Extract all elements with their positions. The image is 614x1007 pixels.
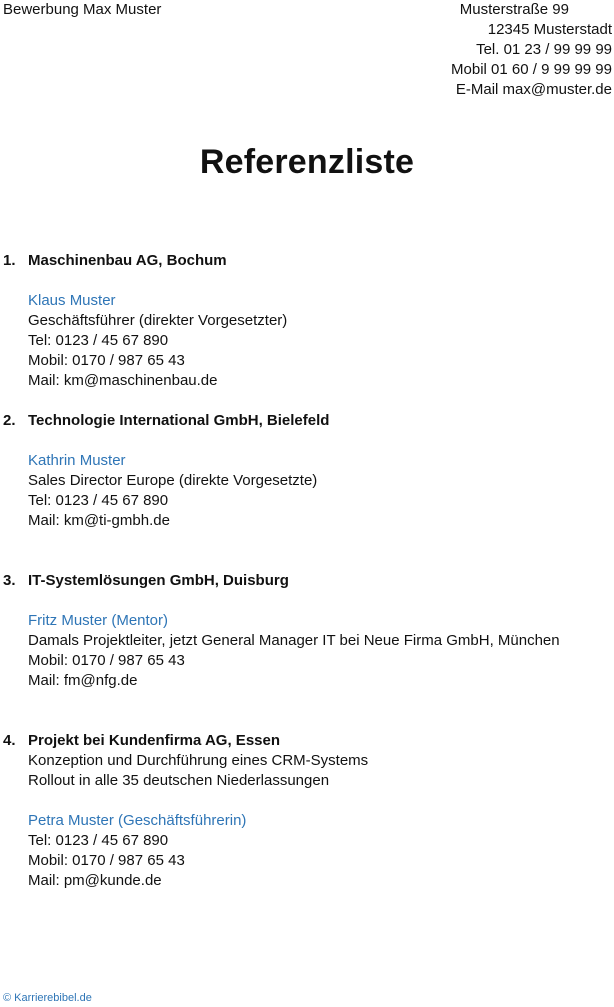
reference-role: Damals Projektleiter, jetzt General Manager IT bei Neue Firma GmbH, München (28, 632, 560, 649)
reference-contact-name: Klaus Muster (28, 292, 116, 309)
reference-tel: Tel: 0123 / 45 67 890 (28, 832, 169, 849)
applicant-header: Bewerbung Max Muster (3, 1, 162, 18)
contact-address-block (451, 0, 612, 100)
copyright-footer: © Karrierebibel.de (3, 992, 92, 1004)
reference-tel: Tel: 0123 / 45 67 890 (28, 332, 169, 349)
reference-mobile: Mobil: 0170 / 987 65 43 (28, 352, 185, 369)
reference-contact-name: Fritz Muster (Mentor) (28, 612, 169, 629)
reference-description: Rollout in alle 35 deutschen Niederlassungen (28, 772, 330, 789)
reference-role: Sales Director Europe (direkte Vorgesetzte) (28, 472, 318, 489)
reference-company: Maschinenbau AG, Bochum (28, 252, 227, 269)
reference-company: Technologie International GmbH, Bielefeld (28, 412, 330, 429)
reference-number: 4. (3, 732, 16, 749)
address-email: E-Mail max@muster.de (455, 81, 612, 98)
address-phone: Tel. 01 23 / 99 99 99 (476, 41, 612, 58)
spacer (28, 591, 608, 611)
page-title: Referenzliste (199, 143, 415, 181)
reference-mail: Mail: km@maschinenbau.de (28, 372, 218, 389)
reference-number: 1. (3, 252, 16, 269)
reference-mail: Mail: fm@nfg.de (28, 672, 138, 689)
address-street: Musterstraße 99 (459, 1, 569, 18)
reference-number: 3. (3, 572, 16, 589)
reference-number: 2. (3, 412, 16, 429)
address-mobile: Mobil 01 60 / 9 99 99 99 (451, 61, 612, 78)
reference-contact-name: Kathrin Muster (28, 452, 126, 469)
address-city: 12345 Musterstadt (487, 21, 612, 38)
reference-role: Geschäftsführer (direkter Vorgesetzter) (28, 312, 288, 329)
spacer (28, 431, 608, 451)
spacer (28, 791, 608, 811)
reference-mobile: Mobil: 0170 / 987 65 43 (28, 852, 185, 869)
reference-mail: Mail: km@ti-gmbh.de (28, 512, 170, 529)
reference-mobile: Mobil: 0170 / 987 65 43 (28, 652, 185, 669)
reference-company: IT-Systemlösungen GmbH, Duisburg (28, 572, 289, 589)
reference-tel: Tel: 0123 / 45 67 890 (28, 492, 169, 509)
reference-company: Projekt bei Kundenfirma AG, Essen (28, 732, 281, 749)
reference-contact-name: Petra Muster (Geschäftsführerin) (28, 812, 247, 829)
reference-description: Konzeption und Durchführung eines CRM-Systems (28, 752, 369, 769)
reference-mail: Mail: pm@kunde.de (28, 872, 162, 889)
spacer (28, 271, 608, 291)
